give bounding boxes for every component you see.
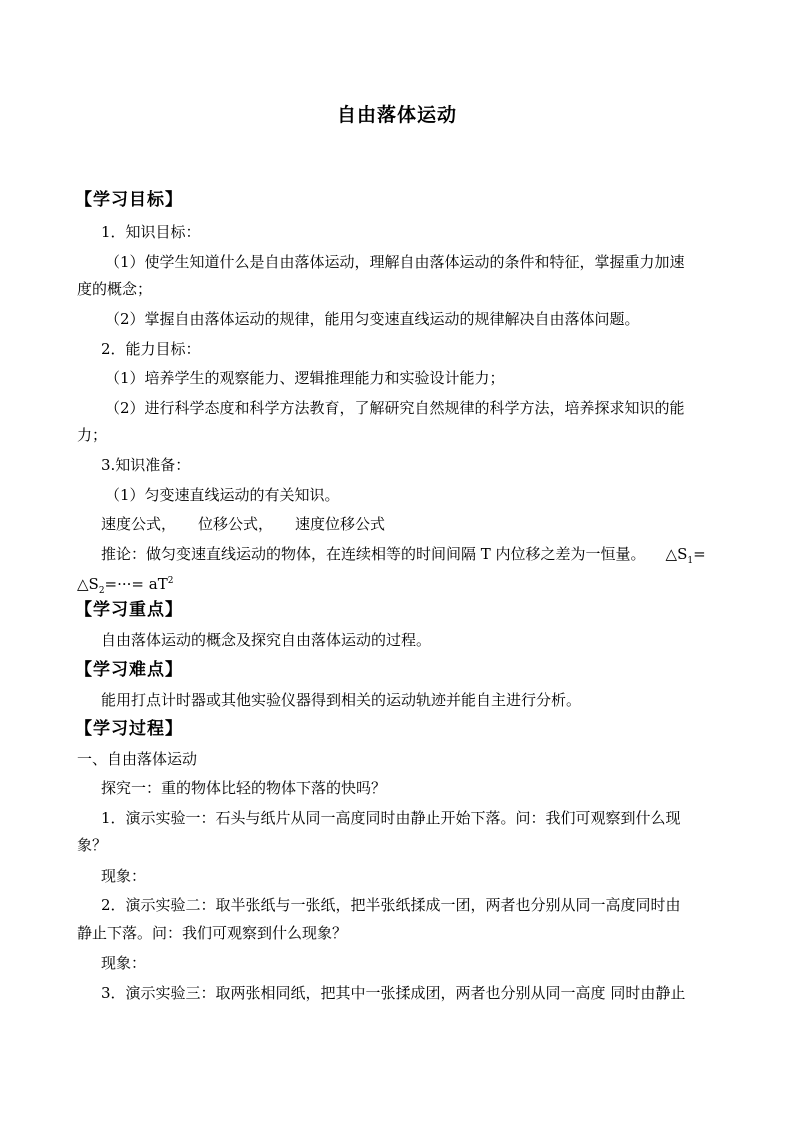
delta-s1-sub: 1 bbox=[687, 556, 694, 566]
knowledge-prep-label: 3.知识准备： bbox=[101, 456, 191, 474]
inference-text: 推论：做匀变速直线运动的物体，在连续相等的时间间隔 T 内位移之差为一恒量。 bbox=[101, 545, 646, 563]
ability-objective-2-line1: （2）进行科学态度和科学方法教育，了解研究自然规律的科学方法，培养探求知识的能 bbox=[105, 399, 685, 417]
experiment-2-line1: 2．演示实验二：取半张纸与一张纸，把半张纸揉成一团，两者也分别从同一高度同时由 bbox=[101, 896, 681, 914]
delta-s2-sub: 2 bbox=[98, 586, 105, 596]
knowledge-prep-1: （1）匀变速直线运动的有关知识。 bbox=[105, 486, 340, 504]
formula-speed-displacement: 速度位移公式 bbox=[295, 515, 386, 533]
formula-displacement: 位移公式， bbox=[198, 515, 274, 533]
formula-speed: 速度公式， bbox=[101, 515, 177, 533]
formula-list bbox=[101, 512, 761, 536]
knowledge-objective-1-line2: 度的概念； bbox=[77, 280, 153, 298]
ability-objective-2-line2: 力； bbox=[77, 426, 108, 444]
objectives-heading: 【学习目标】 bbox=[75, 190, 183, 210]
inference-rest: =···= aT bbox=[104, 575, 168, 593]
ability-objective-1: （1）培养学生的观察能力、逻辑推理能力和实验设计能力； bbox=[105, 369, 505, 387]
phenomenon-2: 现象： bbox=[101, 954, 147, 972]
process-heading: 【学习过程】 bbox=[75, 719, 183, 739]
knowledge-objective-1-line1: （1）使学生知道什么是自由落体运动，理解自由落体运动的条件和特征，掌握重力加速 bbox=[105, 253, 685, 271]
experiment-3-line1: 3．演示实验三：取两张相同纸，把其中一张揉成团，两者也分别从同一高度 同时由静止 bbox=[101, 984, 686, 1002]
phenomenon-1: 现象： bbox=[101, 867, 147, 885]
knowledge-objective-2: （2）掌握自由落体运动的规律，能用匀变速直线运动的规律解决自由落体问题。 bbox=[105, 310, 640, 328]
process-part1: 一、自由落体运动 bbox=[77, 750, 198, 768]
experiment-1-line1: 1．演示实验一：石头与纸片从同一高度同时由静止开始下落。问：我们可观察到什么现 bbox=[101, 809, 681, 827]
delta-s1: △S bbox=[665, 545, 688, 563]
inference-eq1: = bbox=[693, 545, 706, 563]
key-points-text: 自由落体运动的概念及探究自由落体运动的过程。 bbox=[101, 631, 432, 649]
difficulties-heading: 【学习难点】 bbox=[75, 660, 183, 680]
ability-objective-label: 2．能力目标： bbox=[101, 340, 201, 358]
document-title: 自由落体运动 bbox=[336, 104, 457, 126]
key-points-heading: 【学习重点】 bbox=[75, 600, 183, 620]
delta-s2: △S bbox=[77, 575, 99, 593]
inference-sup: 2 bbox=[167, 576, 174, 586]
knowledge-objective-label: 1．知识目标： bbox=[101, 223, 201, 241]
experiment-1-line2: 象？ bbox=[77, 836, 108, 854]
experiment-2-line2: 静止下落。问：我们可观察到什么现象？ bbox=[77, 924, 348, 942]
explore-1: 探究一：重的物体比轻的物体下落的快吗？ bbox=[101, 779, 387, 797]
difficulties-text: 能用打点计时器或其他实验仪器得到相关的运动轨迹并能自主进行分析。 bbox=[101, 691, 582, 709]
